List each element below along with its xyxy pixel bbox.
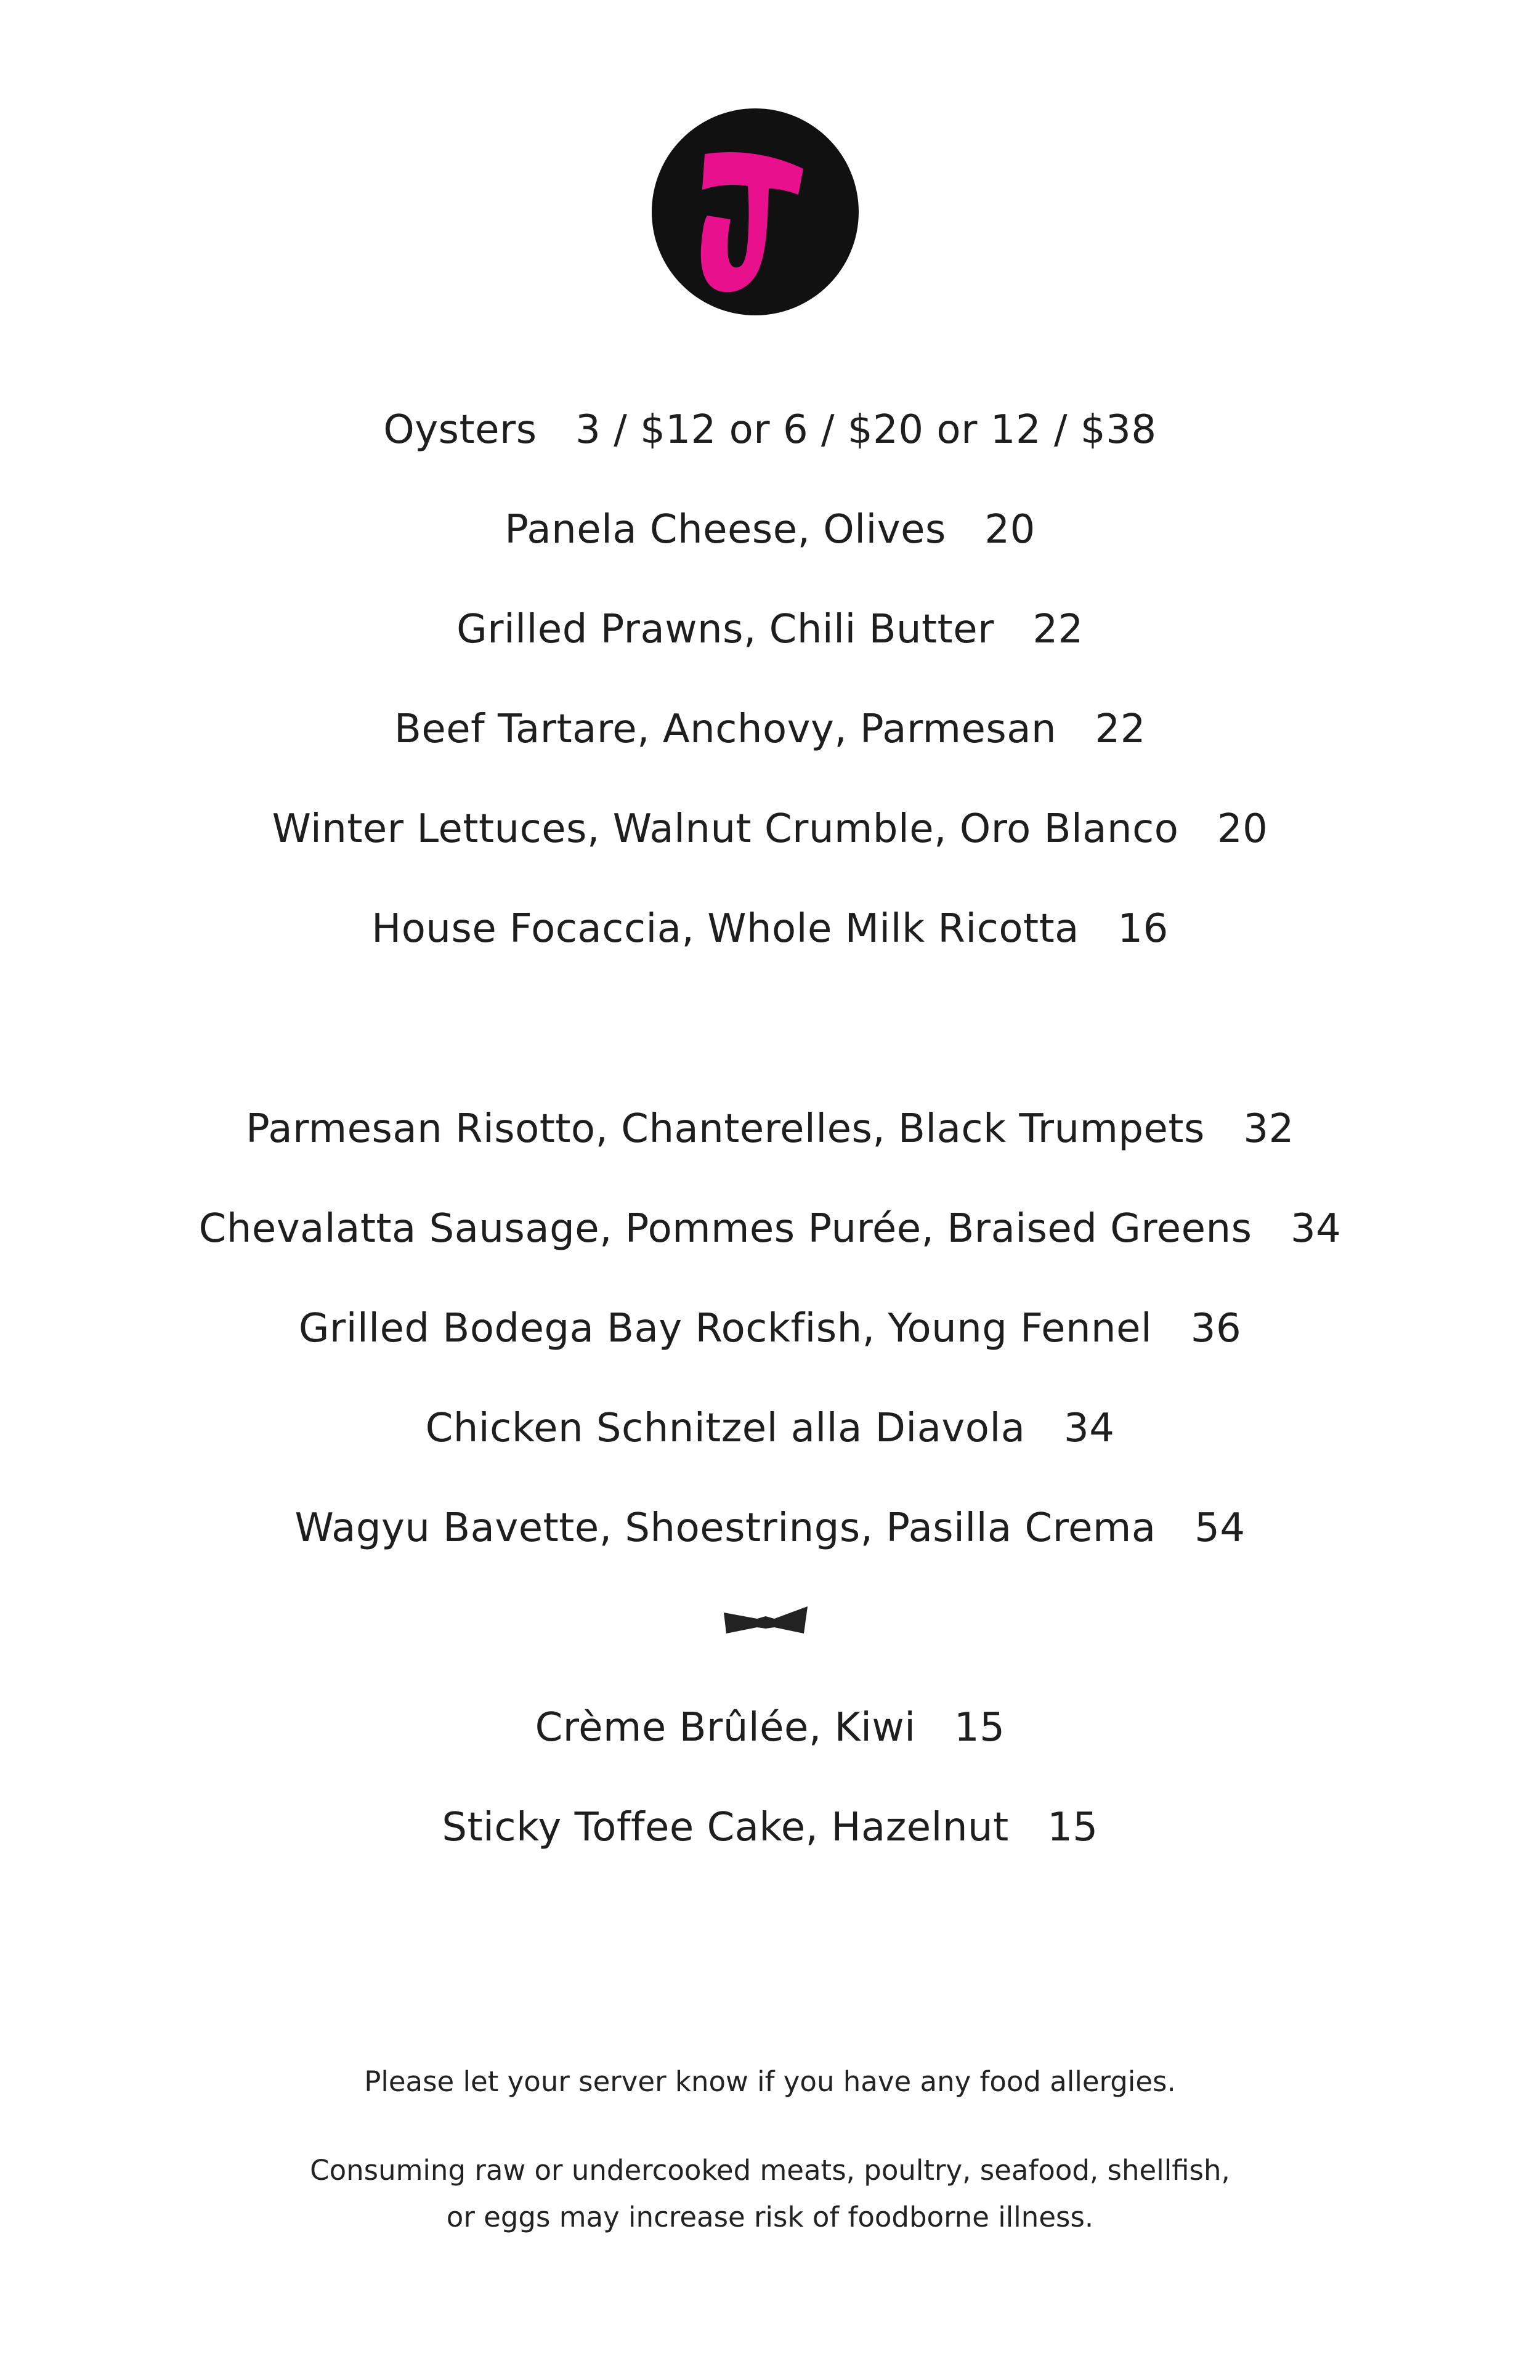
foodborne-warning-line-1: Consuming raw or undercooked meats, poultry, seafood, shellfish, bbox=[310, 2154, 1230, 2187]
menu-item-beef-tartare: Beef Tartare, Anchovy, Parmesan 22 bbox=[394, 706, 1146, 752]
menu-item-winter-lettuces: Winter Lettuces, Walnut Crumble, Oro Blanco 20 bbox=[272, 806, 1268, 852]
menu-item-wagyu-bavette: Wagyu Bavette, Shoestrings, Pasilla Crema 54 bbox=[294, 1505, 1246, 1551]
menu-item-sticky-toffee-cake: Sticky Toffee Cake, Hazelnut 15 bbox=[442, 1805, 1098, 1850]
allergy-note: Please let your server know if you have any food allergies. bbox=[364, 2065, 1176, 2098]
menu-item-creme-brulee: Crème Brûlée, Kiwi 15 bbox=[535, 1705, 1005, 1751]
j-letter-logo-icon bbox=[652, 108, 859, 315]
menu-item-parmesan-risotto: Parmesan Risotto, Chanterelles, Black Trumpets 32 bbox=[246, 1106, 1294, 1152]
menu-item-chicken-schnitzel: Chicken Schnitzel alla Diavola 34 bbox=[425, 1406, 1115, 1451]
menu-item-chevalatta-sausage: Chevalatta Sausage, Pommes Purée, Braised Greens 34 bbox=[198, 1206, 1342, 1252]
menu-item-house-focaccia: House Focaccia, Whole Milk Ricotta 16 bbox=[371, 906, 1169, 952]
menu-item-panela-cheese: Panela Cheese, Olives 20 bbox=[505, 507, 1035, 552]
bowtie-icon bbox=[724, 1606, 808, 1636]
menu-item-rockfish: Grilled Bodega Bay Rockfish, Young Fennel 36 bbox=[298, 1306, 1242, 1351]
menu-item-oysters: Oysters 3 / $12 or 6 / $20 or 12 / $38 bbox=[383, 407, 1157, 453]
foodborne-warning-line-2: or eggs may increase risk of foodborne illness. bbox=[446, 2201, 1094, 2233]
menu-item-grilled-prawns: Grilled Prawns, Chili Butter 22 bbox=[456, 607, 1084, 652]
